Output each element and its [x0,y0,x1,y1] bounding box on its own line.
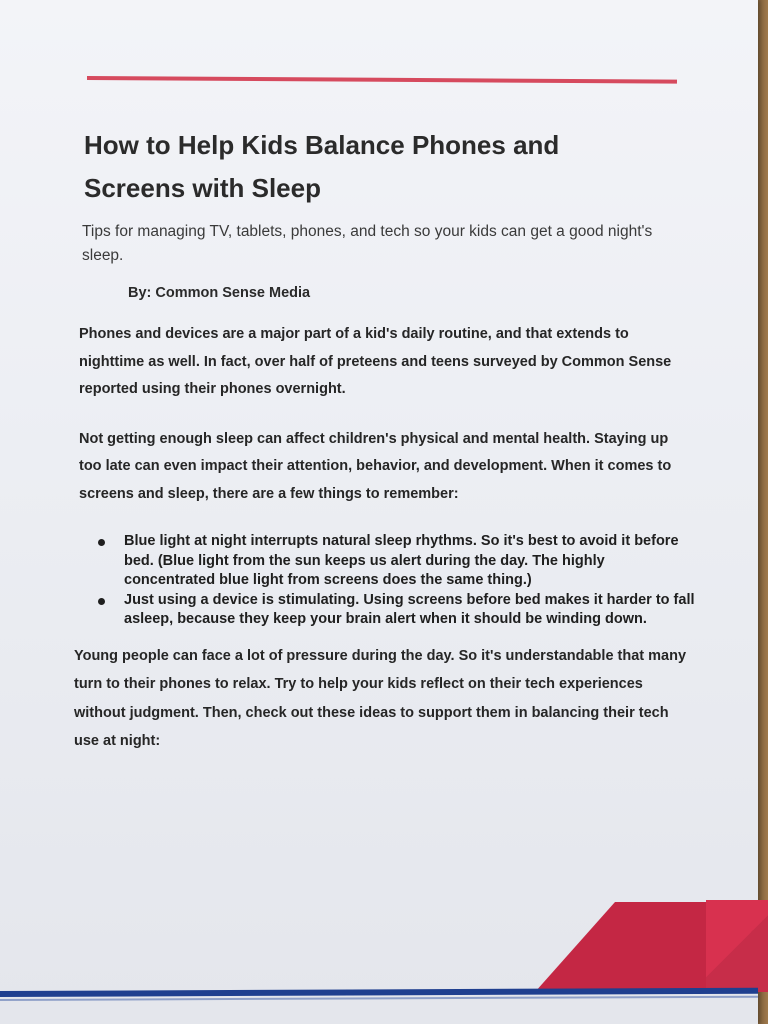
article-title: How to Help Kids Balance Phones and Screens with Sleep [84,130,560,203]
paragraph-intro: Phones and devices are a major part of a kid's daily routine, and that extends to nighttime as well. In fact, over half of preteens and teens surveyed by Common Sense reported using their phones overnight. [79,326,672,397]
article-content [70,124,710,756]
article-byline: By: Common Sense Media [128,285,311,301]
article-subtitle: Tips for managing TV, tablets, phones, and tech so your kids can get a good night's sleep. [82,223,653,264]
paragraph-closing: Young people can face a lot of pressure during the day. So it's understandable that many turn to their phones to relax. Try to help your kids reflect on their tech experiences without judgment. Then, check out these ideas to support them in balancing their tech use at night: [74,647,687,749]
bullet-text-blue-light: Blue light at night interrupts natural sleep rhythms. So it's best to avoid it before bed. (Blue light from the sun keeps us alert during the day. The highly concentrated blue light from screens does the same thing.) [124,533,679,588]
bullet-text-stimulating: Just using a device is stimulating. Using screens before bed makes it harder to fall asleep, because they keep your brain alert when it should be winding down. [124,591,695,627]
header-red-rule [87,76,677,84]
bullet-icon [98,539,105,546]
paragraph-sleep-health: Not getting enough sleep can affect children's physical and mental health. Staying up too late can even impact their attention, behavior, and development. When it comes to screens and sleep, there are a few things to remember: [79,430,672,502]
footer-red-fold [706,900,768,992]
tips-bullet-list [98,532,698,630]
bullet-icon [98,598,105,605]
list-item [98,532,698,591]
list-item [98,591,698,630]
